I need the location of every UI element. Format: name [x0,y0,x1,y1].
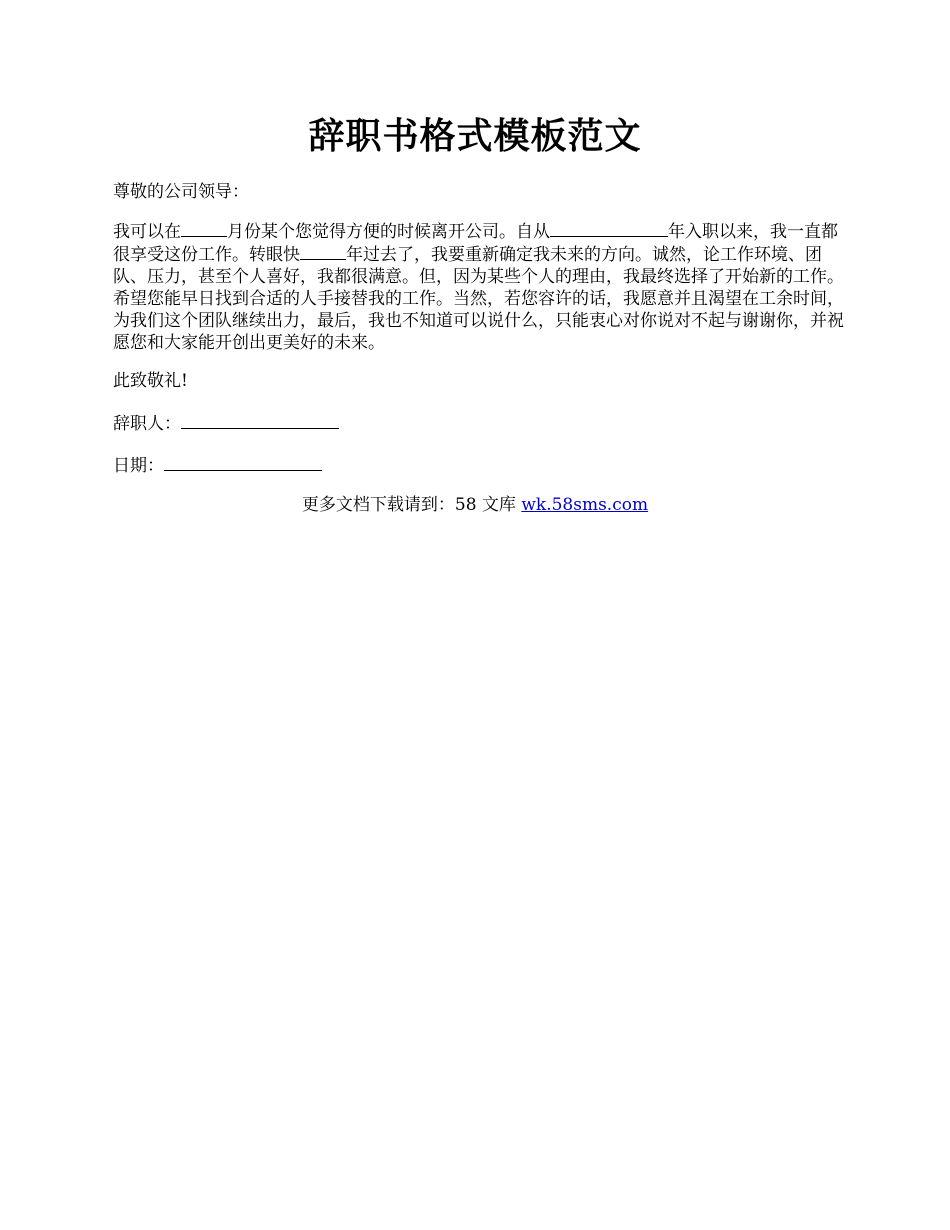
body-text-1: 我可以在 [113,222,181,242]
year-blank [550,220,668,237]
closing: 此致敬礼! [113,371,188,391]
body-text-4: 年过去了，我要重新确定我未来的方向。诚然，论工作环境、团队、压力，甚至个人喜好，我都很满意。但，因为某些个人的理由，我最终选择了开始新的工作。希望您能早日找到合适的人手接替我的工作。当然，若您容许的话，我愿意并且渴望在工余时间，为我们这个团队继续出力，最后，我也不知道可以说什么，只能衷心对你说对不起与谢谢你，并祝愿您和大家能开创出更美好的未来。 [113,245,844,353]
document-title: 辞职书格式模板范文 [308,115,642,157]
body-text-2: 月份某个您觉得方便的时候离开公司。自从 [227,222,550,242]
footer [0,494,950,516]
footer-link[interactable]: wk.58sms.com [521,495,649,515]
signer-line [113,412,853,435]
salutation: 尊敬的公司领导： [113,182,249,202]
years-count-blank [300,243,346,260]
footer-text: 更多文档下载请到：58 文库 [301,495,522,515]
date-blank [164,454,322,471]
date-label: 日期： [113,456,164,476]
month-blank [181,220,227,237]
date-line [113,454,853,477]
signer-blank [181,412,339,429]
body-text-3: 年入职以来，我一直都很享受这份工作。转眼快 [113,222,838,265]
signer-label: 辞职人： [113,414,181,434]
body-paragraph [113,220,853,354]
